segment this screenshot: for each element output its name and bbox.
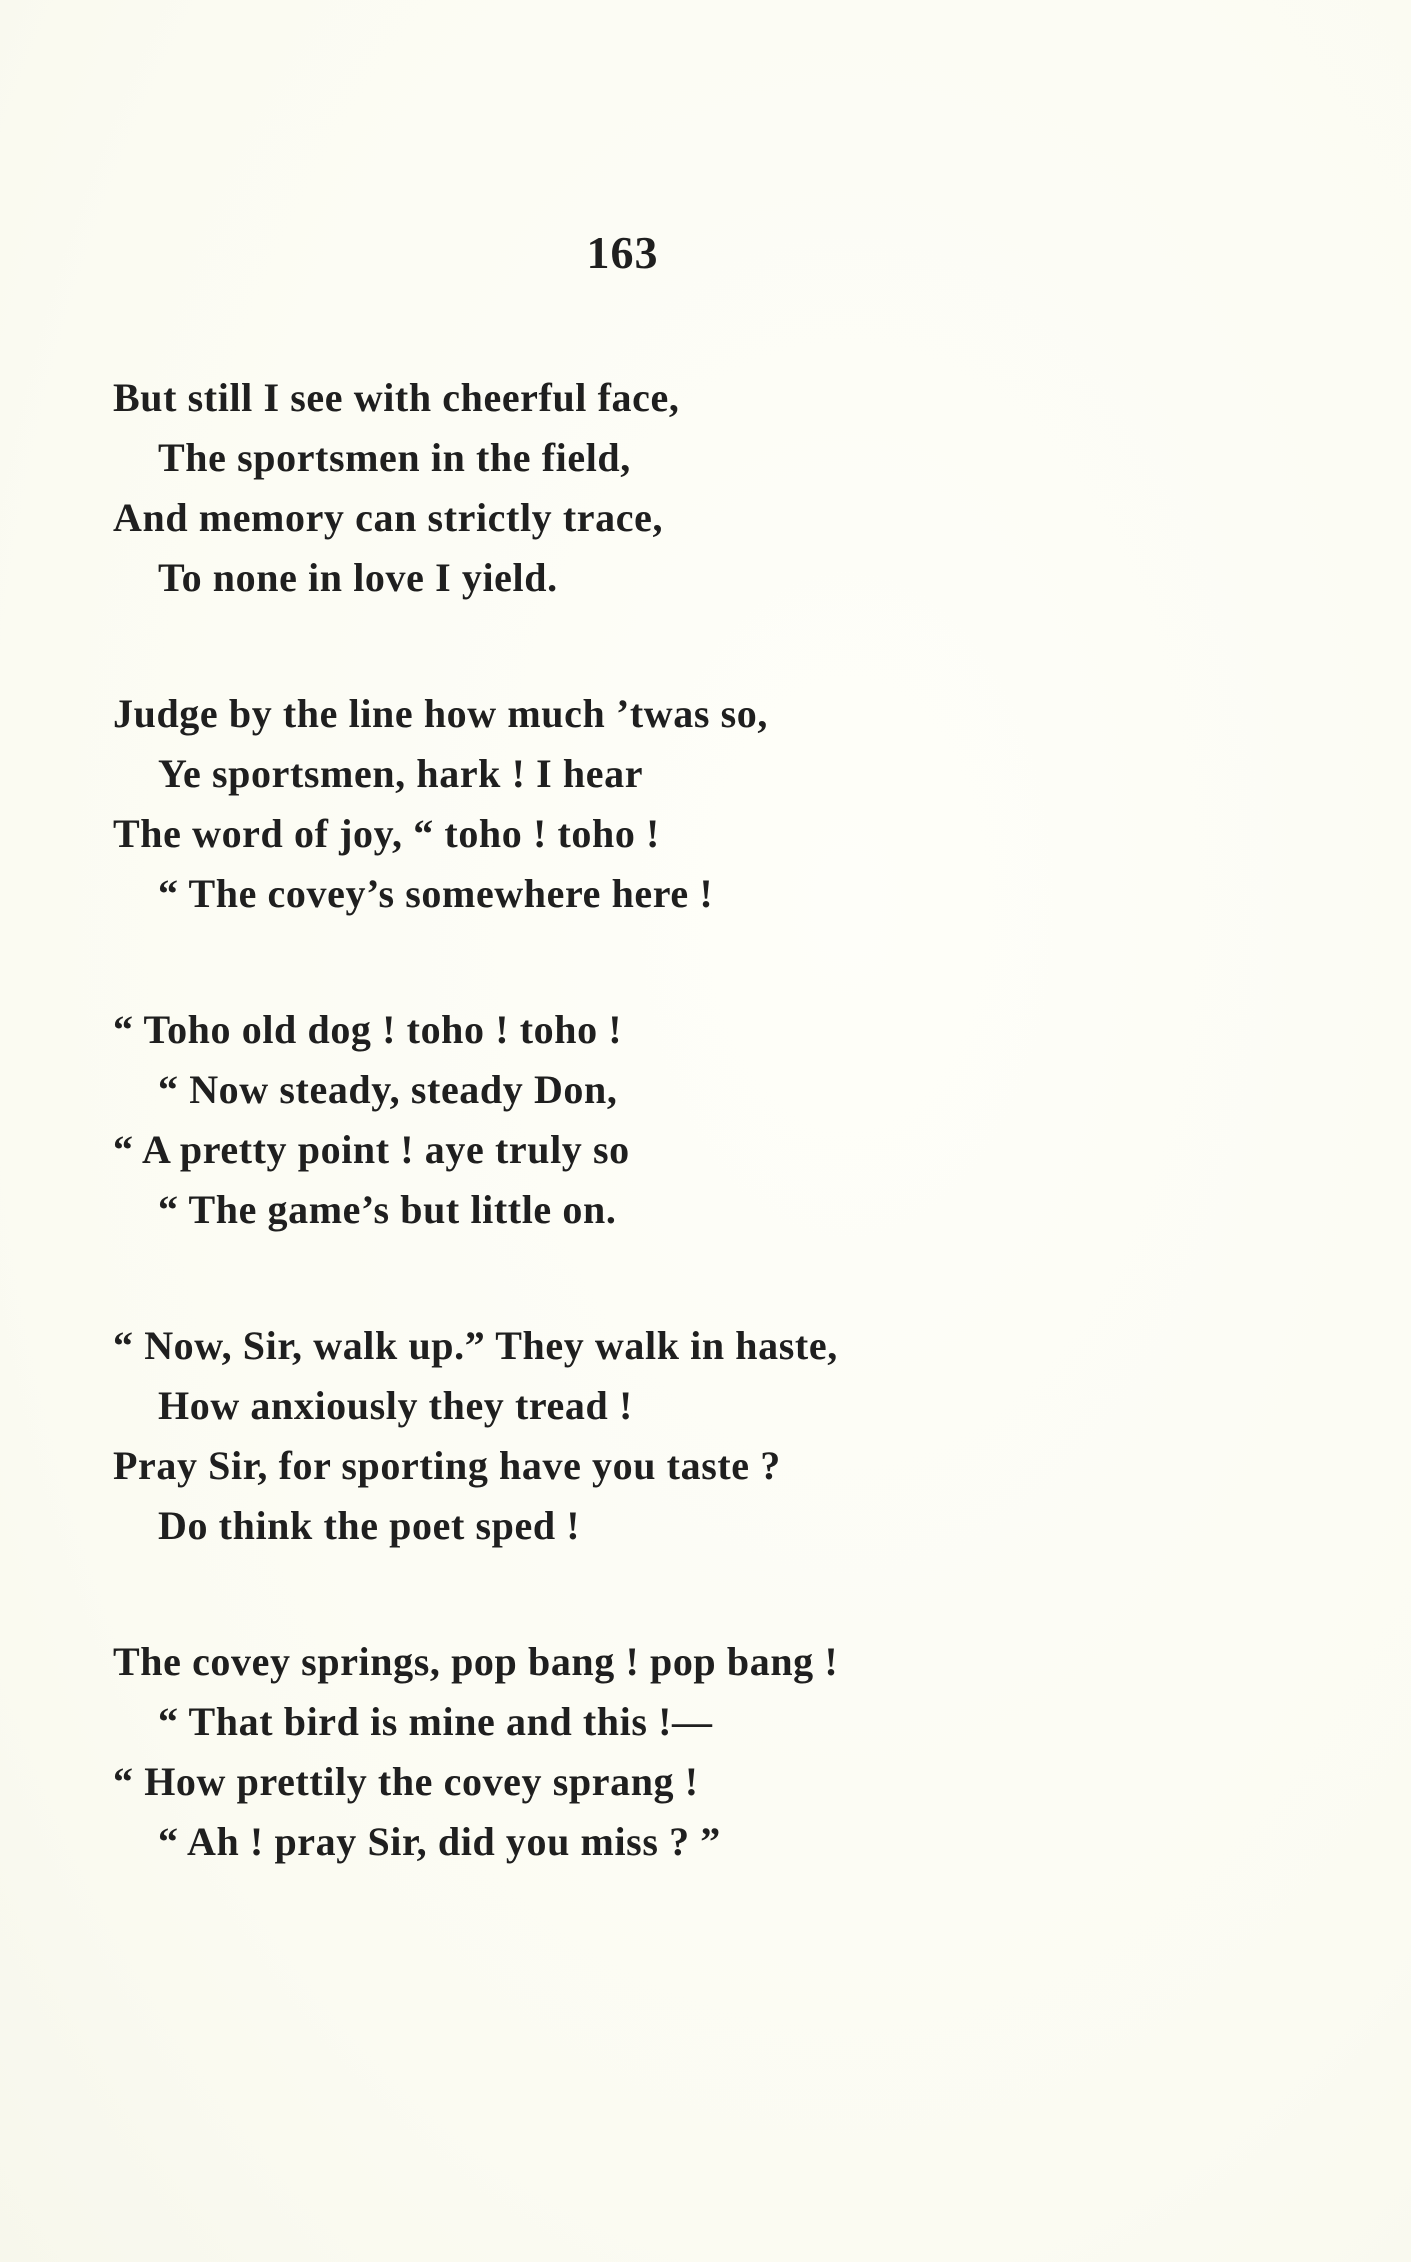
poem-line: Judge by the line how much ’twas so, xyxy=(113,691,768,736)
poem-line: Pray Sir, for sporting have you taste ? xyxy=(113,1443,781,1488)
poem-line: To none in love I yield. xyxy=(158,555,558,600)
poem-line: How anxiously they tread ! xyxy=(158,1383,633,1428)
poem-line: “ A pretty point ! aye truly so xyxy=(113,1127,630,1172)
poem-line: “ The covey’s somewhere here ! xyxy=(158,871,714,916)
poem-line: The word of joy, “ toho ! toho ! xyxy=(113,811,660,856)
poem-line: “ The game’s but little on. xyxy=(158,1187,617,1232)
stanza-4 xyxy=(113,1316,1293,1556)
poem-line: “ That bird is mine and this !— xyxy=(158,1699,713,1744)
stanza-1 xyxy=(113,368,1293,608)
page-number: 163 xyxy=(586,227,659,278)
poem-line: Ye sportsmen, hark ! I hear xyxy=(158,751,644,796)
poem-line: “ How prettily the covey sprang ! xyxy=(113,1759,699,1804)
poem-line: The covey springs, pop bang ! pop bang ! xyxy=(113,1639,839,1684)
poem-line: The sportsmen in the field, xyxy=(158,435,631,480)
poem xyxy=(113,368,1293,1948)
poem-line: “ Now, Sir, walk up.” They walk in haste, xyxy=(113,1323,838,1368)
poem-line: And memory can strictly trace, xyxy=(113,495,664,540)
stanza-5 xyxy=(113,1632,1293,1872)
stanza-3 xyxy=(113,1000,1293,1240)
poem-line: “ Ah ! pray Sir, did you miss ? ” xyxy=(158,1819,721,1864)
poem-line: But still I see with cheerful face, xyxy=(113,375,680,420)
stanza-2 xyxy=(113,684,1293,924)
poem-line: Do think the poet sped ! xyxy=(158,1503,581,1548)
poem-line: “ Now steady, steady Don, xyxy=(158,1067,618,1112)
poem-line: “ Toho old dog ! toho ! toho ! xyxy=(113,1007,623,1052)
